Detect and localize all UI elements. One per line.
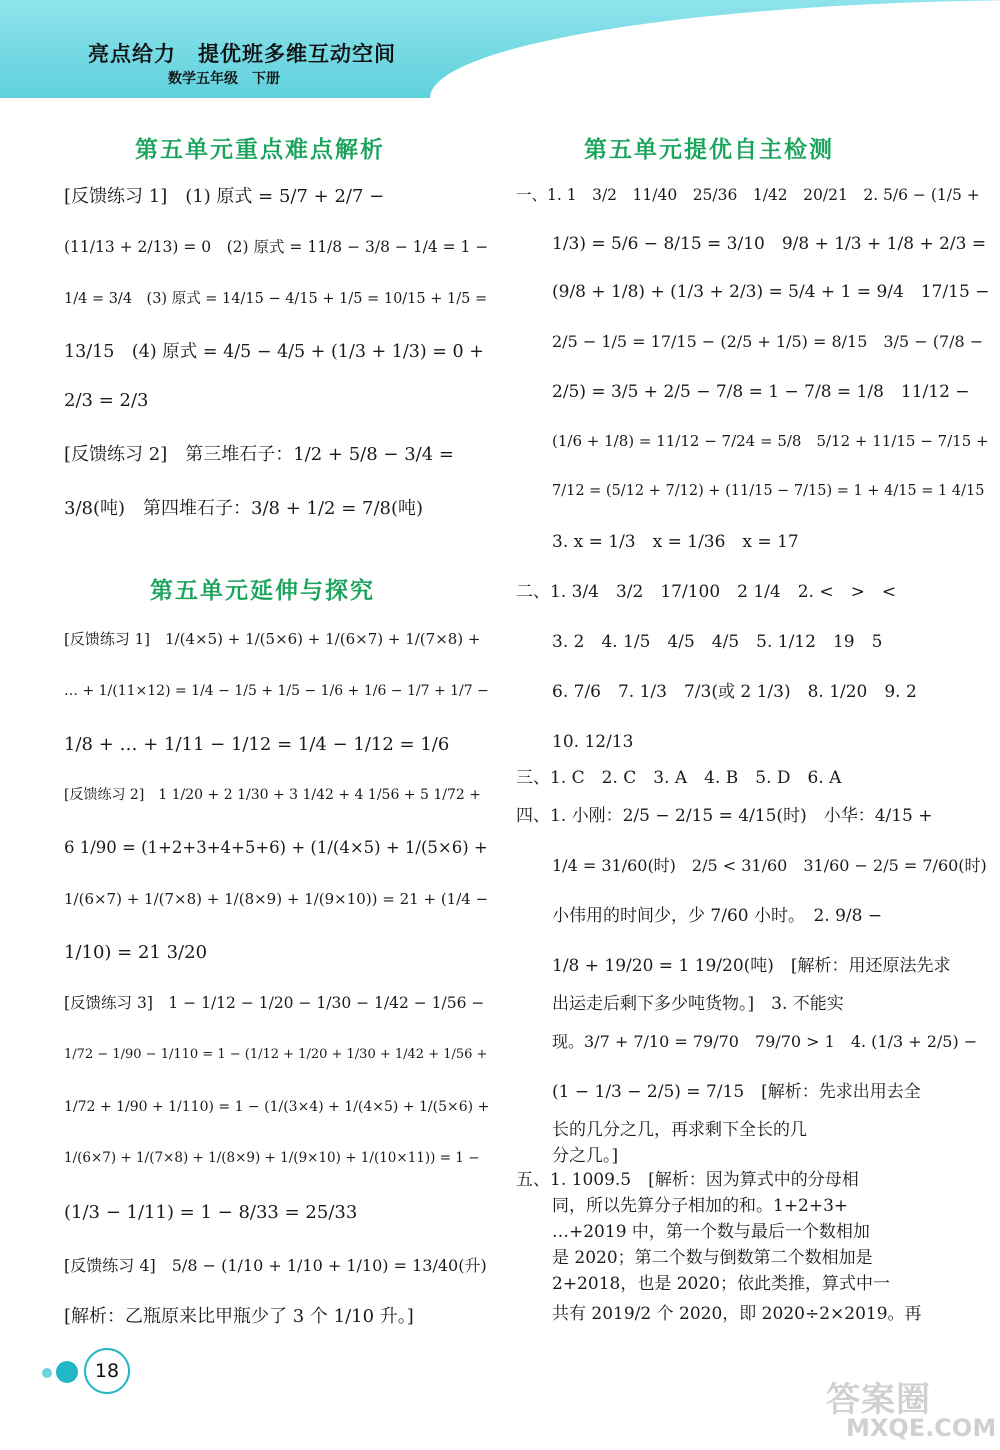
text-line: 6. 7/6 7. 1/3 7/3(或 2 1/3) 8. 1/20 9. 2 bbox=[552, 682, 917, 702]
header-curve bbox=[430, 0, 1000, 98]
text-line: 1/(6×7) + 1/(7×8) + 1/(8×9) + 1/(9×10)) = 21 + (1/4 − bbox=[64, 890, 489, 908]
text-line: 13/15 (4) 原式 = 4/5 − 4/5 + (1/3 + 1/3) = 0 + bbox=[64, 342, 484, 362]
text-line: 共有 2019/2 个 2020，即 2020÷2×2019。再 bbox=[552, 1304, 922, 1324]
text-line: 1/4 = 3/4 (3) 原式 = 14/15 − 4/15 + 1/5 = 10/15 + 1/5 = bbox=[64, 291, 488, 307]
text-line: (1/3 − 1/11) = 1 − 8/33 = 25/33 bbox=[64, 1202, 358, 1223]
text-line: 一、1. 1 3/2 11/40 25/36 1/42 20/21 2. 5/6 − (1/5 + bbox=[516, 186, 980, 204]
text-line: 同，所以先算分子相加的和。1+2+3+ bbox=[552, 1196, 849, 1216]
header-title: 亮点给力 提优班多维互动空间 bbox=[88, 42, 396, 66]
header-subtitle: 数学五年级 下册 bbox=[168, 71, 280, 87]
text-line: 1/4 = 31/60(时) 2/5 < 31/60 31/60 − 2/5 = 7/60(时) bbox=[552, 856, 987, 875]
watermark-logo: 答案圈 bbox=[826, 1380, 931, 1420]
text-line: 1/3) = 5/6 − 8/15 = 3/10 9/8 + 1/3 + 1/8 + 2/3 = bbox=[552, 234, 987, 254]
text-line: 1/8 + 19/20 = 1 19/20(吨) [解析：用还原法先求 bbox=[552, 956, 951, 976]
page-dot-small bbox=[42, 1368, 52, 1378]
text-line: (1 − 1/3 − 2/5) = 7/15 [解析：先求出用去全 bbox=[552, 1082, 921, 1102]
analysis-note: [解析：乙瓶原来比甲瓶少了 3 个 1/10 升。] bbox=[64, 1306, 414, 1327]
text-line: 长的几分之几，再求剩下全长的几 bbox=[552, 1120, 807, 1140]
text-line: 2+2018，也是 2020；依此类推，算式中一 bbox=[552, 1274, 890, 1294]
section-title-self-test: 第五单元提优自主检测 bbox=[584, 137, 834, 163]
text-line: 二、1. 3/4 3/2 17/100 2 1/4 2. < > < bbox=[516, 582, 897, 602]
text-line: [反馈练习 4] 5/8 − (1/10 + 1/10 + 1/10) = 13/40(升) bbox=[64, 1256, 487, 1275]
text-line: 1/10) = 21 3/20 bbox=[64, 942, 208, 963]
text-line: 6 1/90 = (1+2+3+4+5+6) + (1/(4×5) + 1/(5×6) + bbox=[64, 838, 488, 857]
text-line: [反馈练习 1] 1/(4×5) + 1/(5×6) + 1/(6×7) + 1/(7×8) + bbox=[64, 630, 481, 648]
section-title-extension: 第五单元延伸与探究 bbox=[150, 578, 375, 604]
text-line: 1/72 − 1/90 − 1/110 = 1 − (1/12 + 1/20 + 1/30 + 1/42 + 1/56 + bbox=[64, 1047, 488, 1062]
text-line: (11/13 + 2/13) = 0 (2) 原式 = 11/8 − 3/8 − 1/4 = 1 − bbox=[64, 238, 489, 256]
text-line: … + 1/(11×12) = 1/4 − 1/5 + 1/5 − 1/6 + 1/6 − 1/7 + 1/7 − bbox=[64, 683, 489, 699]
text-line: 10. 12/13 bbox=[552, 732, 634, 752]
text-line: 3. 2 4. 1/5 4/5 4/5 5. 1/12 19 5 bbox=[552, 632, 883, 652]
text-line: (1/6 + 1/8) = 11/12 − 7/24 = 5/8 5/12 + 11/15 − 7/15 + bbox=[552, 432, 989, 450]
text-line: [反馈练习 2] 1 1/20 + 2 1/30 + 3 1/42 + 4 1/56 + 5 1/72 + bbox=[64, 787, 481, 803]
watermark-url: MXQE.COM bbox=[846, 1414, 997, 1442]
text-line: [反馈练习 2] 第三堆石子：1/2 + 5/8 − 3/4 = bbox=[64, 444, 454, 465]
text-line: 1/8 + … + 1/11 − 1/12 = 1/4 − 1/12 = 1/6 bbox=[64, 734, 450, 755]
text-line: 2/3 = 2/3 bbox=[64, 390, 149, 411]
text-line: 1/72 + 1/90 + 1/110) = 1 − (1/(3×4) + 1/(4×5) + 1/(5×6) + bbox=[64, 1099, 490, 1115]
text-line: 1/(6×7) + 1/(7×8) + 1/(8×9) + 1/(9×10) + 1/(10×11)) = 1 − bbox=[64, 1150, 480, 1166]
text-line: [反馈练习 1] (1) 原式 = 5/7 + 2/7 − bbox=[64, 186, 385, 207]
text-line: 五、1. 1009.5 [解析：因为算式中的分母相 bbox=[516, 1170, 859, 1190]
text-line: 现。3/7 + 7/10 = 79/70 79/70 > 1 4. (1/3 + 2/5) − bbox=[552, 1032, 978, 1051]
section-title-key-points: 第五单元重点难点解析 bbox=[135, 137, 385, 163]
text-line: 7/12 = (5/12 + 7/12) + (11/15 − 7/15) = 1 + 4/15 = 1 4/15 bbox=[552, 483, 985, 499]
text-line: [反馈练习 3] 1 − 1/12 − 1/20 − 1/30 − 1/42 − 1/56 − bbox=[64, 994, 485, 1012]
text-line: 3/8(吨) 第四堆石子：3/8 + 1/2 = 7/8(吨) bbox=[64, 498, 424, 519]
text-line: (9/8 + 1/8) + (1/3 + 2/3) = 5/4 + 1 = 9/4 17/15 − bbox=[552, 282, 990, 302]
text-line: 出运走后剩下多少吨货物。] 3. 不能实 bbox=[552, 994, 844, 1014]
text-line: 分之几。] bbox=[552, 1146, 619, 1166]
text-line: 三、1. C 2. C 3. A 4. B 5. D 6. A bbox=[516, 768, 842, 788]
text-line: …+2019 中，第一个数与最后一个数相加 bbox=[552, 1222, 870, 1242]
page-number: 18 bbox=[84, 1348, 130, 1394]
page-dot-large bbox=[56, 1361, 78, 1383]
text-line: 2/5 − 1/5 = 17/15 − (2/5 + 1/5) = 8/15 3/5 − (7/8 − bbox=[552, 332, 984, 351]
text-line: 2/5) = 3/5 + 2/5 − 7/8 = 1 − 7/8 = 1/8 11/12 − bbox=[552, 382, 970, 402]
text-line: 四、1. 小刚：2/5 − 2/15 = 4/15(时) 小华：4/15 + bbox=[516, 806, 933, 826]
text-line: 小伟用的时间少，少 7/60 小时。 2. 9/8 − bbox=[552, 906, 883, 926]
text-line: 是 2020；第二个数与倒数第二个数相加是 bbox=[552, 1248, 873, 1268]
text-line: 3. x = 1/3 x = 1/36 x = 17 bbox=[552, 532, 799, 552]
